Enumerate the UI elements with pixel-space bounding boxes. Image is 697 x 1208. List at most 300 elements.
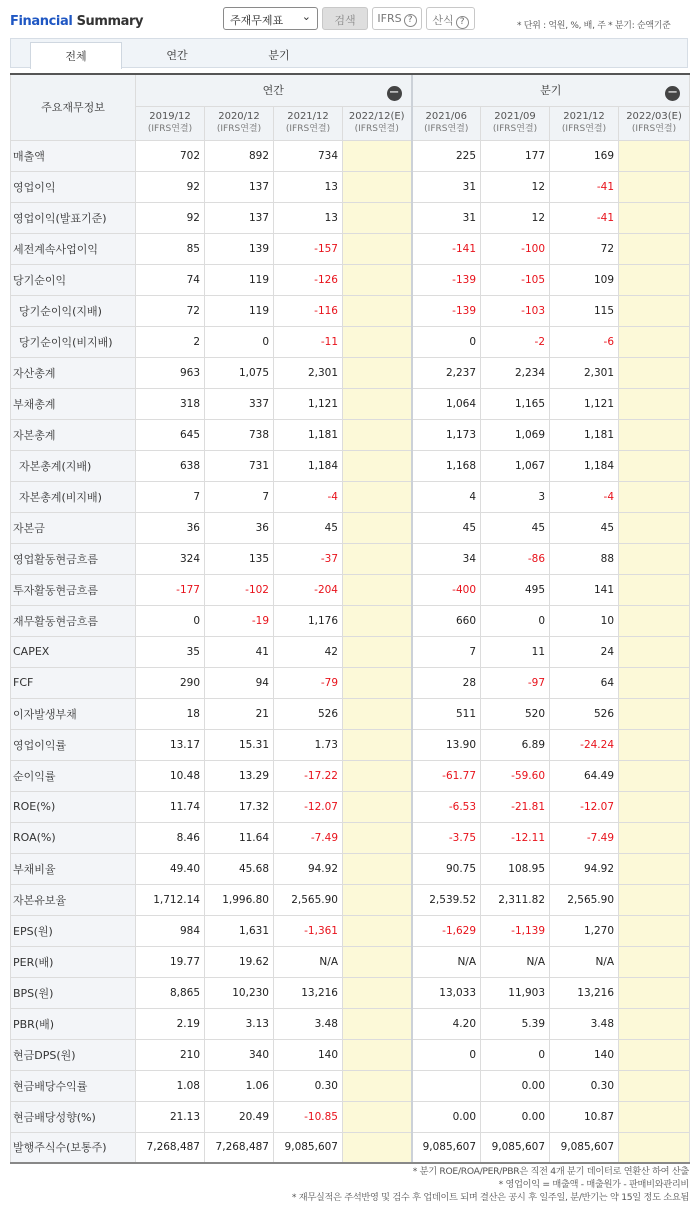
table-cell: 12 xyxy=(481,202,550,233)
table-cell: 2,565.90 xyxy=(550,884,619,915)
table-cell xyxy=(619,729,690,760)
table-cell: 5.39 xyxy=(481,1008,550,1039)
table-cell: -12.07 xyxy=(274,791,343,822)
table-cell: 13,216 xyxy=(550,977,619,1008)
table-cell xyxy=(619,853,690,884)
table-cell xyxy=(343,450,412,481)
table-cell: 1.73 xyxy=(274,729,343,760)
table-cell: 1,631 xyxy=(205,915,274,946)
table-cell: 0 xyxy=(412,1039,481,1070)
table-cell: 140 xyxy=(274,1039,343,1070)
table-cell: 1,121 xyxy=(274,388,343,419)
table-cell: -19 xyxy=(205,605,274,636)
table-cell xyxy=(619,512,690,543)
table-cell xyxy=(343,419,412,450)
table-row xyxy=(11,1070,690,1101)
table-cell: 137 xyxy=(205,202,274,233)
column-period: 2022/03(E) xyxy=(626,111,682,122)
column-period: 2021/12 xyxy=(563,111,605,122)
table-row xyxy=(11,419,690,450)
table-cell: 45 xyxy=(550,512,619,543)
table-cell: 13,033 xyxy=(412,977,481,1008)
table-cell: 734 xyxy=(274,140,343,171)
table-cell xyxy=(619,574,690,605)
question-icon: ? xyxy=(404,14,417,27)
table-cell: 140 xyxy=(550,1039,619,1070)
row-label: 투자활동현금흐름 xyxy=(11,574,136,605)
table-cell: 141 xyxy=(550,574,619,605)
table-cell xyxy=(343,884,412,915)
table-cell: 3.48 xyxy=(550,1008,619,1039)
column-basis: (IFRS연결) xyxy=(492,124,538,134)
table-cell: -86 xyxy=(481,543,550,574)
table-cell: -126 xyxy=(274,264,343,295)
table-row xyxy=(11,450,690,481)
table-cell: 135 xyxy=(205,543,274,574)
table-cell: -6.53 xyxy=(412,791,481,822)
table-cell: 0.00 xyxy=(412,1101,481,1132)
table-cell: 88 xyxy=(550,543,619,574)
annual-group-label: 연간 xyxy=(262,84,284,98)
table-cell xyxy=(619,233,690,264)
table-cell: 119 xyxy=(205,295,274,326)
column-header xyxy=(136,106,205,140)
row-label: PBR(배) xyxy=(11,1008,136,1039)
table-cell xyxy=(343,729,412,760)
table-cell: 511 xyxy=(412,698,481,729)
table-cell: 1.08 xyxy=(136,1070,205,1101)
table-cell: 3.48 xyxy=(274,1008,343,1039)
table-cell: 109 xyxy=(550,264,619,295)
table-cell: 0 xyxy=(205,326,274,357)
table-cell: 11.64 xyxy=(205,822,274,853)
table-row xyxy=(11,357,690,388)
table-row xyxy=(11,326,690,357)
table-cell: 1,064 xyxy=(412,388,481,419)
table-cell: 1,184 xyxy=(550,450,619,481)
row-label: ROE(%) xyxy=(11,791,136,822)
table-cell: -7.49 xyxy=(274,822,343,853)
column-basis: (IFRS연결) xyxy=(216,124,262,134)
table-row xyxy=(11,140,690,171)
table-cell xyxy=(619,698,690,729)
column-header xyxy=(343,106,412,140)
table-cell xyxy=(343,326,412,357)
table-cell xyxy=(619,264,690,295)
table-cell: 19.77 xyxy=(136,946,205,977)
row-label: ROA(%) xyxy=(11,822,136,853)
table-cell: 0.30 xyxy=(274,1070,343,1101)
tab-quarter[interactable]: 분기 xyxy=(268,49,290,62)
table-cell xyxy=(619,419,690,450)
row-label: 부채총계 xyxy=(11,388,136,419)
table-cell: -1,361 xyxy=(274,915,343,946)
table-cell: 115 xyxy=(550,295,619,326)
table-cell: 0.00 xyxy=(481,1101,550,1132)
table-cell xyxy=(343,1070,412,1101)
table-cell: 45 xyxy=(274,512,343,543)
table-cell xyxy=(343,667,412,698)
table-cell xyxy=(343,1132,412,1163)
table-cell: 1,121 xyxy=(550,388,619,419)
table-cell xyxy=(619,1101,690,1132)
table-row xyxy=(11,791,690,822)
table-row xyxy=(11,481,690,512)
table-cell: 1,165 xyxy=(481,388,550,419)
table-cell xyxy=(619,636,690,667)
table-cell: 13.17 xyxy=(136,729,205,760)
table-row xyxy=(11,822,690,853)
chevron-down-icon: ⌄ xyxy=(301,10,311,23)
table-row xyxy=(11,543,690,574)
table-cell xyxy=(343,698,412,729)
search-button[interactable]: 검색 xyxy=(322,7,368,30)
tab-annual[interactable]: 연간 xyxy=(166,49,188,62)
table-row xyxy=(11,853,690,884)
table-cell: 45 xyxy=(412,512,481,543)
column-basis: (IFRS연결) xyxy=(424,124,469,134)
annual-group-header xyxy=(136,74,412,106)
table-cell xyxy=(619,1132,690,1163)
row-label: 매출액 xyxy=(11,140,136,171)
table-cell: -17.22 xyxy=(274,760,343,791)
row-label: 당기순이익(비지배) xyxy=(11,326,136,357)
row-label: 발행주식수(보통주) xyxy=(11,1132,136,1163)
row-label: 자본금 xyxy=(11,512,136,543)
table-cell: 324 xyxy=(136,543,205,574)
table-cell: 74 xyxy=(136,264,205,295)
row-label: 순이익률 xyxy=(11,760,136,791)
table-cell: -12.07 xyxy=(550,791,619,822)
table-cell: 1,168 xyxy=(412,450,481,481)
row-label: 영업이익 xyxy=(11,171,136,202)
table-cell xyxy=(619,140,690,171)
row-label: 자본총계(비지배) xyxy=(11,481,136,512)
table-cell: 738 xyxy=(205,419,274,450)
table-cell: 94.92 xyxy=(550,853,619,884)
table-cell xyxy=(619,977,690,1008)
statement-type-value: 주재무제표 xyxy=(230,14,284,27)
table-row xyxy=(11,729,690,760)
ifrs-help-button[interactable] xyxy=(372,7,422,30)
row-label: 현금배당수익률 xyxy=(11,1070,136,1101)
table-cell: -141 xyxy=(412,233,481,264)
table-cell: -157 xyxy=(274,233,343,264)
table-cell: 1,173 xyxy=(412,419,481,450)
table-cell: 15.31 xyxy=(205,729,274,760)
table-row xyxy=(11,698,690,729)
question-icon: ? xyxy=(456,16,469,29)
table-cell: N/A xyxy=(550,946,619,977)
table-cell: 8.46 xyxy=(136,822,205,853)
row-label: 영업활동현금흐름 xyxy=(11,543,136,574)
table-cell: 1.06 xyxy=(205,1070,274,1101)
table-cell: -100 xyxy=(481,233,550,264)
table-cell: 4.20 xyxy=(412,1008,481,1039)
table-cell: 137 xyxy=(205,171,274,202)
table-cell: -59.60 xyxy=(481,760,550,791)
table-cell: 2,237 xyxy=(412,357,481,388)
table-cell: -4 xyxy=(274,481,343,512)
formula-label: 산식 xyxy=(432,14,454,27)
table-cell: 13,216 xyxy=(274,977,343,1008)
table-cell: 225 xyxy=(412,140,481,171)
statement-type-select[interactable] xyxy=(223,7,318,30)
table-row xyxy=(11,946,690,977)
table-cell: 318 xyxy=(136,388,205,419)
table-cell: 290 xyxy=(136,667,205,698)
table-cell: 0.30 xyxy=(550,1070,619,1101)
table-cell: 984 xyxy=(136,915,205,946)
footnote: * 영업이익 = 매출액 - 매출원가 - 판매비와관리비 xyxy=(498,1179,689,1190)
table-cell: 90.75 xyxy=(412,853,481,884)
collapse-quarter-icon[interactable]: − xyxy=(665,86,680,101)
table-cell xyxy=(343,1039,412,1070)
table-cell: 169 xyxy=(550,140,619,171)
table-cell xyxy=(619,791,690,822)
table-cell: -37 xyxy=(274,543,343,574)
table-cell: 31 xyxy=(412,202,481,233)
row-label: 영업이익률 xyxy=(11,729,136,760)
row-label: 자산총계 xyxy=(11,357,136,388)
quarter-group-label: 분기 xyxy=(540,84,562,98)
table-cell: -116 xyxy=(274,295,343,326)
column-header xyxy=(550,106,619,140)
table-cell: 49.40 xyxy=(136,853,205,884)
row-label: 자본총계(지배) xyxy=(11,450,136,481)
column-period: 2020/12 xyxy=(218,111,260,122)
table-cell xyxy=(343,388,412,419)
table-row xyxy=(11,264,690,295)
row-label: 당기순이익(지배) xyxy=(11,295,136,326)
table-cell xyxy=(343,760,412,791)
column-period: 2019/12 xyxy=(149,111,191,122)
table-row xyxy=(11,295,690,326)
table-cell: 892 xyxy=(205,140,274,171)
table-cell xyxy=(619,357,690,388)
table-cell: -177 xyxy=(136,574,205,605)
table-cell: 17.32 xyxy=(205,791,274,822)
table-cell: -400 xyxy=(412,574,481,605)
table-cell: 702 xyxy=(136,140,205,171)
table-row xyxy=(11,1039,690,1070)
table-cell: -12.11 xyxy=(481,822,550,853)
table-cell: 72 xyxy=(550,233,619,264)
table-cell: 11.74 xyxy=(136,791,205,822)
table-cell: 638 xyxy=(136,450,205,481)
table-row xyxy=(11,1132,690,1163)
table-cell: N/A xyxy=(274,946,343,977)
table-row xyxy=(11,202,690,233)
table-cell: 42 xyxy=(274,636,343,667)
table-cell: 2,539.52 xyxy=(412,884,481,915)
table-cell xyxy=(343,233,412,264)
table-cell: 9,085,607 xyxy=(412,1132,481,1163)
table-cell: 963 xyxy=(136,357,205,388)
table-cell: 3.13 xyxy=(205,1008,274,1039)
table-cell: 12 xyxy=(481,171,550,202)
table-cell: 0 xyxy=(136,605,205,636)
table-row xyxy=(11,1008,690,1039)
table-cell: 11,903 xyxy=(481,977,550,1008)
table-cell xyxy=(619,202,690,233)
table-cell: 6.89 xyxy=(481,729,550,760)
row-label: 현금배당성향(%) xyxy=(11,1101,136,1132)
table-cell: -103 xyxy=(481,295,550,326)
column-basis: (IFRS연결) xyxy=(561,124,607,134)
table-cell xyxy=(619,1070,690,1101)
table-cell: 2,234 xyxy=(481,357,550,388)
table-cell xyxy=(619,884,690,915)
row-label: 세전계속사업이익 xyxy=(11,233,136,264)
table-cell: 45.68 xyxy=(205,853,274,884)
row-label: PER(배) xyxy=(11,946,136,977)
table-cell xyxy=(619,822,690,853)
table-cell: 10,230 xyxy=(205,977,274,1008)
table-cell xyxy=(619,481,690,512)
table-cell: 0 xyxy=(481,605,550,636)
table-cell: 9,085,607 xyxy=(481,1132,550,1163)
table-cell xyxy=(343,946,412,977)
table-row xyxy=(11,667,690,698)
column-header xyxy=(619,106,690,140)
column-basis: (IFRS연결) xyxy=(354,124,399,134)
table-cell: 9,085,607 xyxy=(274,1132,343,1163)
table-cell: -79 xyxy=(274,667,343,698)
table-cell: 495 xyxy=(481,574,550,605)
table-cell: 10.87 xyxy=(550,1101,619,1132)
table-cell: 3 xyxy=(481,481,550,512)
corner-header: 주요재무정보 xyxy=(11,74,136,140)
row-label: 영업이익(발표기준) xyxy=(11,202,136,233)
table-cell: 2,301 xyxy=(274,357,343,388)
table-cell: 10.48 xyxy=(136,760,205,791)
unit-note: * 단위 : 억원, %, 배, 주 * 분기: 순액기준 xyxy=(517,21,671,31)
table-cell xyxy=(343,202,412,233)
table-cell: 35 xyxy=(136,636,205,667)
table-cell xyxy=(343,481,412,512)
table-cell: -97 xyxy=(481,667,550,698)
table-cell: 45 xyxy=(481,512,550,543)
table-cell: -3.75 xyxy=(412,822,481,853)
table-cell: 0.00 xyxy=(481,1070,550,1101)
table-cell: 11 xyxy=(481,636,550,667)
formula-help-button[interactable] xyxy=(426,7,475,30)
table-cell xyxy=(343,140,412,171)
table-cell: 1,712.14 xyxy=(136,884,205,915)
table-cell: 8,865 xyxy=(136,977,205,1008)
table-cell: 139 xyxy=(205,233,274,264)
table-cell xyxy=(619,326,690,357)
table-cell: -1,629 xyxy=(412,915,481,946)
column-period: 2021/06 xyxy=(425,111,468,122)
period-tabs xyxy=(10,38,688,68)
table-row xyxy=(11,388,690,419)
table-cell: 21.13 xyxy=(136,1101,205,1132)
table-cell xyxy=(619,915,690,946)
row-label: EPS(원) xyxy=(11,915,136,946)
table-cell: 1,996.80 xyxy=(205,884,274,915)
table-cell: -41 xyxy=(550,202,619,233)
table-row xyxy=(11,233,690,264)
table-cell: 1,069 xyxy=(481,419,550,450)
table-cell: 1,270 xyxy=(550,915,619,946)
table-row xyxy=(11,171,690,202)
table-cell: 1,176 xyxy=(274,605,343,636)
row-label: 자본총계 xyxy=(11,419,136,450)
column-basis: (IFRS연결) xyxy=(631,124,677,134)
table-cell: 337 xyxy=(205,388,274,419)
table-cell: 4 xyxy=(412,481,481,512)
collapse-annual-icon[interactable]: − xyxy=(387,86,402,101)
table-cell: 13.29 xyxy=(205,760,274,791)
tab-all[interactable]: 전체 xyxy=(30,42,122,69)
table-cell: 177 xyxy=(481,140,550,171)
table-cell: 13.90 xyxy=(412,729,481,760)
table-row xyxy=(11,574,690,605)
table-cell: -61.77 xyxy=(412,760,481,791)
table-row xyxy=(11,512,690,543)
table-cell: 526 xyxy=(274,698,343,729)
table-cell xyxy=(343,295,412,326)
column-header xyxy=(205,106,274,140)
table-cell: -139 xyxy=(412,295,481,326)
column-header xyxy=(481,106,550,140)
table-cell: -102 xyxy=(205,574,274,605)
table-cell: 7 xyxy=(205,481,274,512)
table-cell: 31 xyxy=(412,171,481,202)
table-cell: 21 xyxy=(205,698,274,729)
row-label: 현금DPS(원) xyxy=(11,1039,136,1070)
table-row xyxy=(11,884,690,915)
table-cell: 85 xyxy=(136,233,205,264)
table-cell: 660 xyxy=(412,605,481,636)
table-cell: -105 xyxy=(481,264,550,295)
table-cell: -204 xyxy=(274,574,343,605)
table-cell: -10.85 xyxy=(274,1101,343,1132)
table-cell xyxy=(619,1008,690,1039)
table-cell: -21.81 xyxy=(481,791,550,822)
table-cell xyxy=(343,915,412,946)
table-cell: 119 xyxy=(205,264,274,295)
table-cell xyxy=(412,1070,481,1101)
row-label: BPS(원) xyxy=(11,977,136,1008)
table-cell: 24 xyxy=(550,636,619,667)
table-cell: 7 xyxy=(412,636,481,667)
table-cell: 20.49 xyxy=(205,1101,274,1132)
table-cell: -7.49 xyxy=(550,822,619,853)
column-basis: (IFRS연결) xyxy=(285,124,331,134)
table-cell xyxy=(343,977,412,1008)
column-basis: (IFRS연결) xyxy=(147,124,193,134)
table-cell: 0 xyxy=(481,1039,550,1070)
table-cell: 94 xyxy=(205,667,274,698)
table-cell: 1,067 xyxy=(481,450,550,481)
table-cell: 36 xyxy=(136,512,205,543)
table-cell: -41 xyxy=(550,171,619,202)
table-row xyxy=(11,760,690,791)
table-cell: -24.24 xyxy=(550,729,619,760)
table-row xyxy=(11,1101,690,1132)
table-cell: 92 xyxy=(136,171,205,202)
table-cell: 210 xyxy=(136,1039,205,1070)
table-cell: 7,268,487 xyxy=(136,1132,205,1163)
title-financial: Financial xyxy=(10,14,73,29)
column-period: 2021/12 xyxy=(287,111,329,122)
table-cell: -6 xyxy=(550,326,619,357)
column-header xyxy=(274,106,343,140)
table-cell: 520 xyxy=(481,698,550,729)
